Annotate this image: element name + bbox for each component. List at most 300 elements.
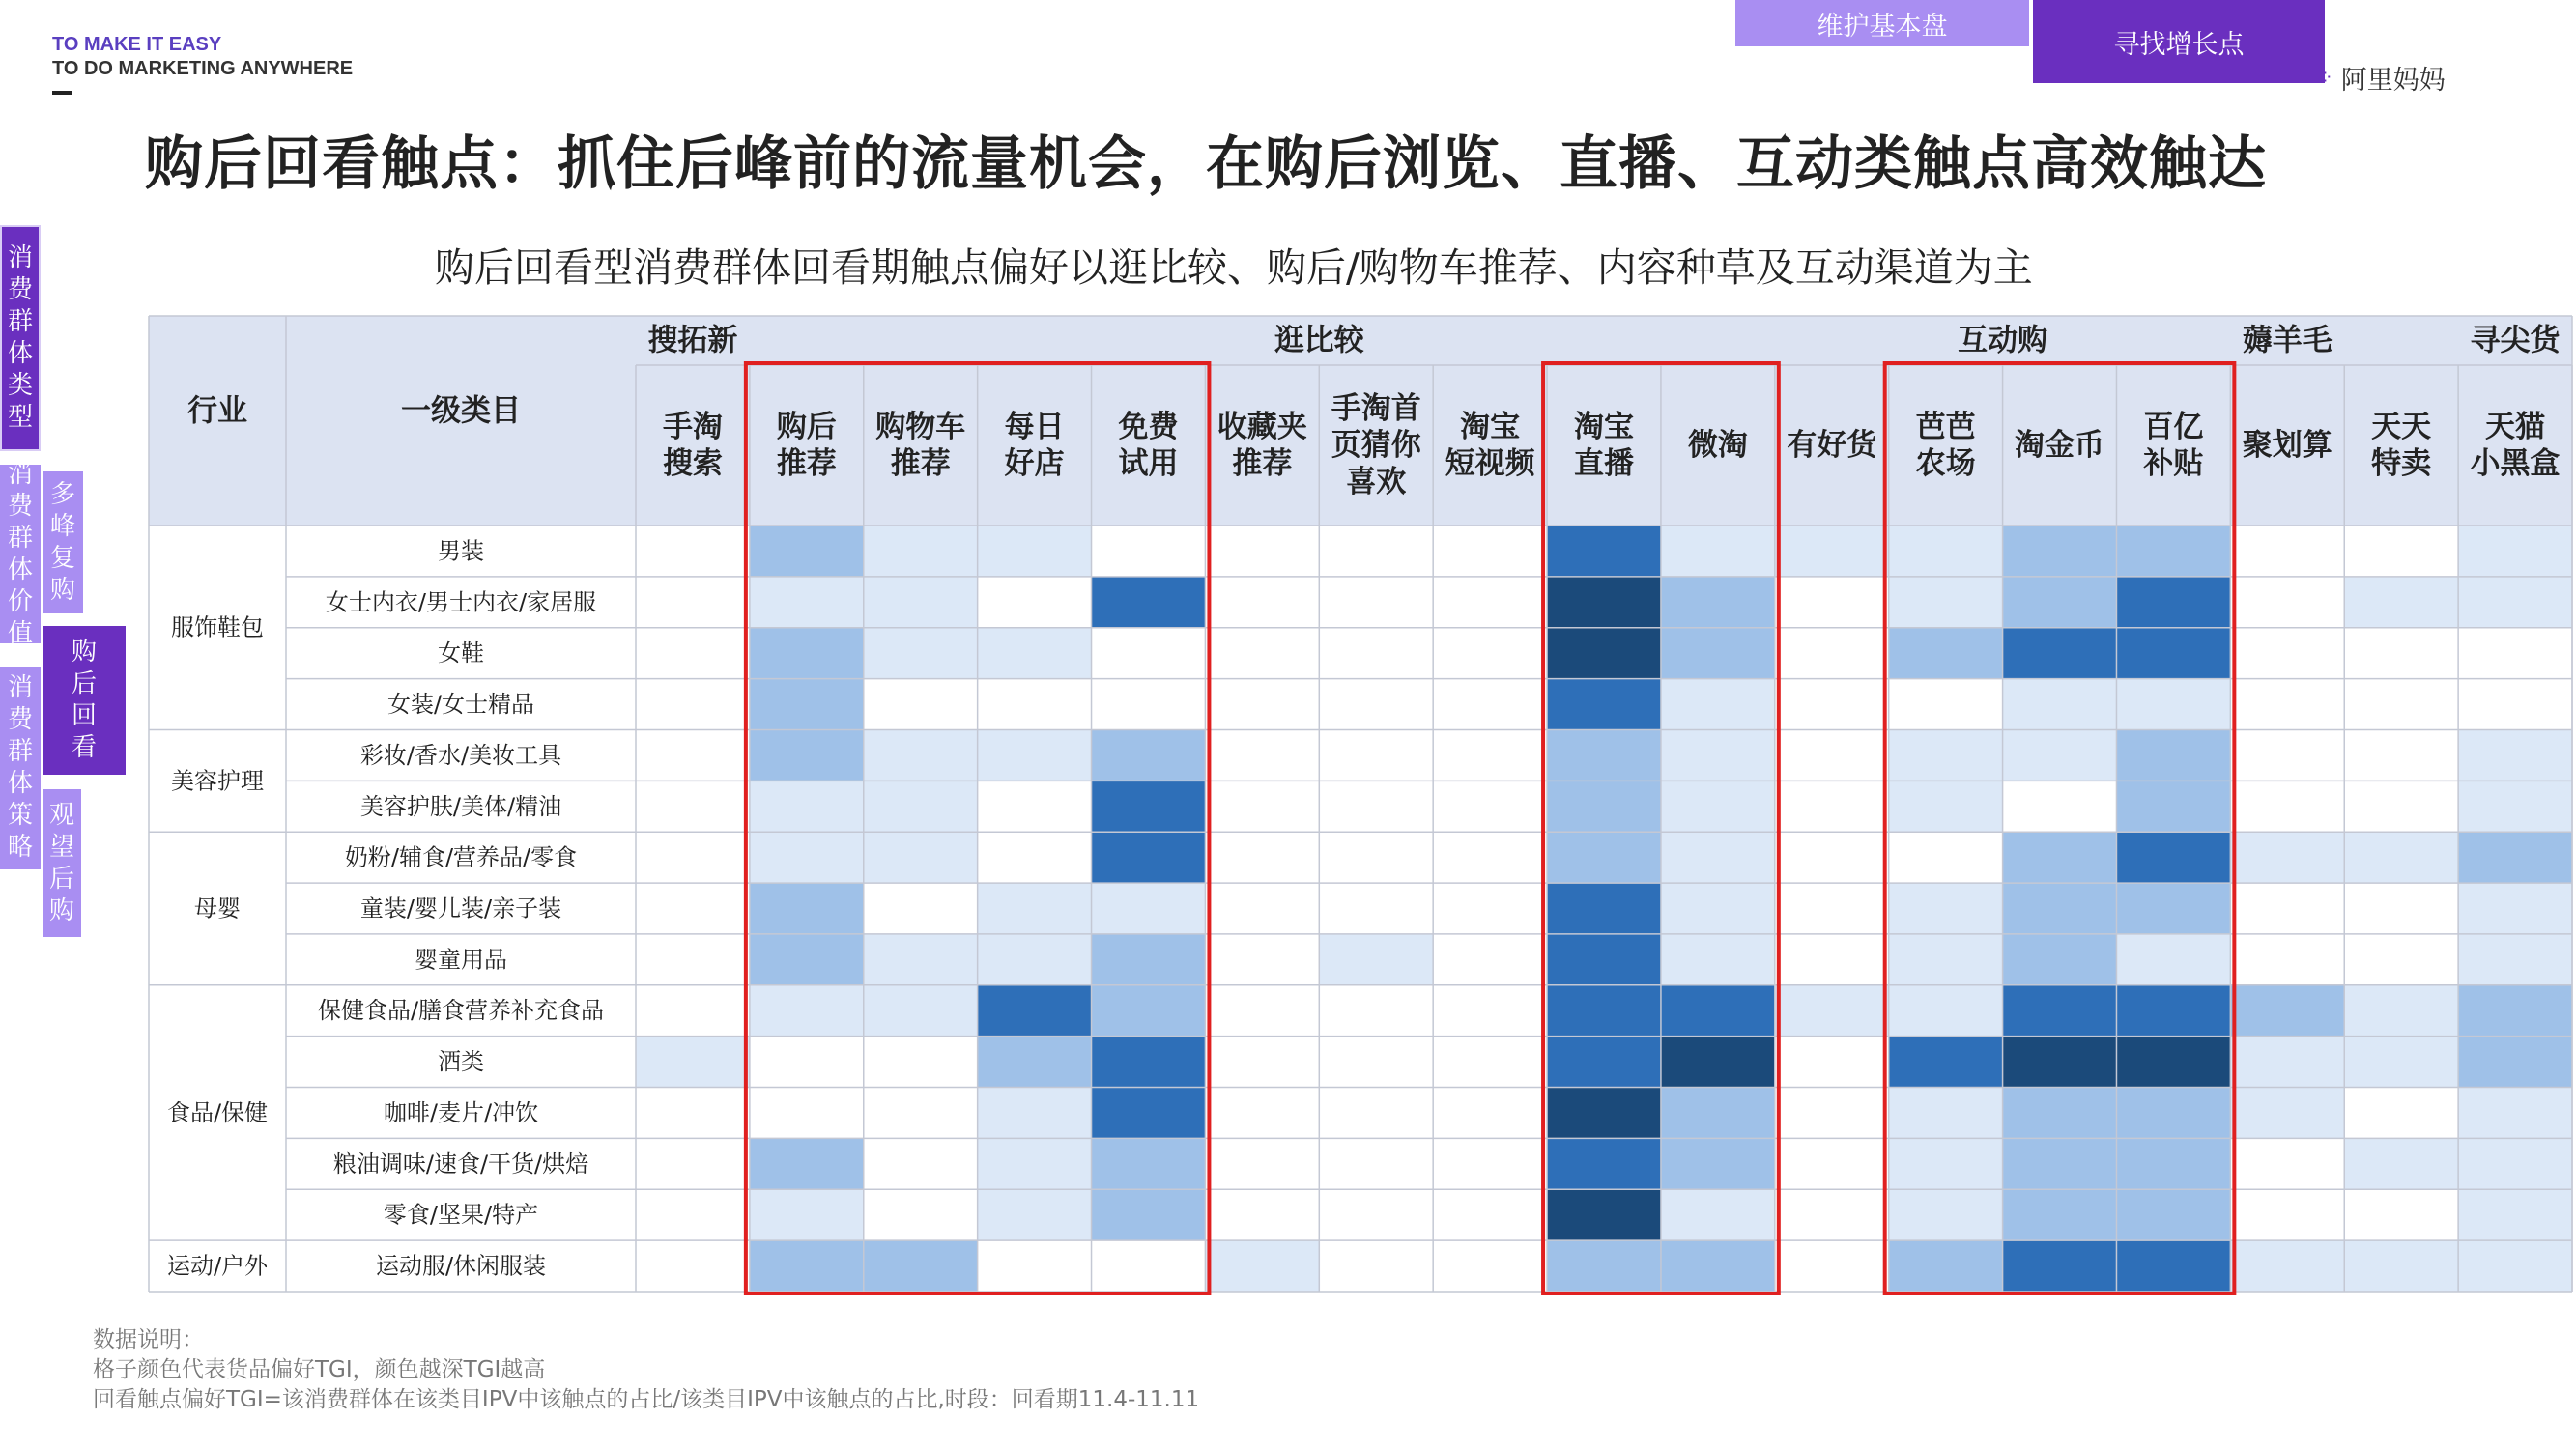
- heatmap-cell: [2230, 832, 2344, 883]
- heatmap-cell: [1889, 1189, 2003, 1240]
- heatmap-cell: [1889, 1240, 2003, 1292]
- heatmap-cell: [1661, 577, 1775, 628]
- heatmap-cell: [2344, 1037, 2458, 1088]
- column-label: 小黑盒: [2470, 446, 2561, 481]
- heatmap-cell: [1889, 628, 2003, 679]
- column-label: 每日: [1004, 410, 1065, 444]
- heatmap-cell: [1547, 526, 1661, 577]
- industry-label: 母婴: [194, 895, 241, 923]
- heatmap-cell: [1319, 729, 1433, 781]
- heatmap-cell: [2116, 1138, 2230, 1189]
- heatmap-cell: [750, 1189, 864, 1240]
- heatmap-cell: [2230, 1037, 2344, 1088]
- tab-maintain-base[interactable]: 维护基本盘: [1735, 0, 2029, 46]
- heatmap-cell: [1661, 679, 1775, 730]
- heatmap-cell: [1205, 1138, 1319, 1189]
- heatmap-cell: [2458, 1138, 2572, 1189]
- notes-heading: 数据说明：: [93, 1327, 204, 1352]
- column-label: 推荐: [776, 446, 837, 481]
- category-label: 童装/婴儿装/亲子装: [359, 895, 562, 923]
- heatmap-cell: [1889, 832, 2003, 883]
- heatmap-cell: [1775, 1189, 1889, 1240]
- heatmap-cell: [1889, 1138, 2003, 1189]
- heatmap-cell: [1205, 526, 1319, 577]
- heatmap-cell: [2458, 985, 2572, 1037]
- heatmap-cell: [2003, 883, 2117, 934]
- heatmap-cell: [978, 883, 1092, 934]
- heatmap-cell: [1547, 679, 1661, 730]
- heatmap-cell: [2116, 1240, 2230, 1292]
- heatmap-cell: [864, 729, 978, 781]
- heatmap-cell: [2344, 1138, 2458, 1189]
- column-label: 免费: [1118, 410, 1179, 444]
- heatmap-cell: [636, 679, 750, 730]
- heatmap-cell: [2344, 729, 2458, 781]
- heatmap-cell: [1889, 781, 2003, 832]
- heatmap-cell: [2003, 1240, 2117, 1292]
- category-label: 女士内衣/男士内衣/家居服: [325, 588, 597, 616]
- logo-text: 阿里妈妈: [2340, 65, 2446, 96]
- heatmap-cell: [1889, 679, 2003, 730]
- heatmap-cell: [1092, 934, 1206, 985]
- heatmap-cell: [1775, 934, 1889, 985]
- heatmap-cell: [1661, 1240, 1775, 1292]
- column-label: 手淘: [662, 410, 723, 444]
- tab-find-growth[interactable]: 寻找增长点: [2033, 0, 2325, 83]
- heatmap-cell: [2458, 832, 2572, 883]
- heatmap-cell: [1205, 729, 1319, 781]
- heatmap-cell: [1319, 1088, 1433, 1139]
- category-label: 运动服/休闲服装: [375, 1252, 547, 1280]
- heatmap-cell: [1092, 679, 1206, 730]
- column-group-label: 搜拓新: [647, 323, 738, 358]
- column-label: 淘金币: [2015, 428, 2105, 463]
- heatmap-cell: [636, 1037, 750, 1088]
- heatmap-cell: [2116, 628, 2230, 679]
- heatmap-cell: [1889, 934, 2003, 985]
- category-label: 男装: [438, 537, 484, 565]
- heatmap-cell: [1319, 526, 1433, 577]
- heatmap-cell: [1547, 729, 1661, 781]
- heatmap-cell: [1547, 628, 1661, 679]
- header-industry: 行业: [187, 393, 247, 429]
- heatmap-cell: [1319, 1189, 1433, 1240]
- heatmap-cell: [750, 628, 864, 679]
- heatmap-cell: [1205, 1189, 1319, 1240]
- heatmap-cell: [1661, 832, 1775, 883]
- heatmap-cell: [1661, 1189, 1775, 1240]
- industry-label: 运动/户外: [166, 1252, 269, 1280]
- column-label: 天猫: [2485, 410, 2546, 444]
- side-tab-label: 消费群体策略: [7, 673, 33, 862]
- heatmap-cell: [978, 628, 1092, 679]
- heatmap-cell: [978, 1088, 1092, 1139]
- heatmap-cell: [2003, 781, 2117, 832]
- side-tab-label: 购后回看: [71, 638, 97, 762]
- heatmap-cell: [750, 679, 864, 730]
- heatmap-cell: [750, 781, 864, 832]
- heatmap-cell: [978, 1138, 1092, 1189]
- notes-line-1: 格子颜色代表货品偏好TGI，颜色越深TGI越高: [93, 1357, 546, 1382]
- heatmap-cell: [1547, 577, 1661, 628]
- heatmap-cell: [1092, 1037, 1206, 1088]
- heatmap-cell: [636, 1138, 750, 1189]
- heatmap-cell: [2230, 1189, 2344, 1240]
- heatmap-cell: [1661, 1138, 1775, 1189]
- heatmap-cell: [1889, 985, 2003, 1037]
- heatmap-cell: [1205, 985, 1319, 1037]
- heatmap-cell: [978, 781, 1092, 832]
- heatmap-cell: [2458, 1240, 2572, 1292]
- column-label: 手淘首: [1331, 391, 1421, 426]
- heatmap-cell: [1092, 1138, 1206, 1189]
- heatmap-cell: [636, 934, 750, 985]
- heatmap-cell: [1547, 832, 1661, 883]
- heatmap-cell: [1205, 883, 1319, 934]
- heatmap-cell: [2344, 1189, 2458, 1240]
- heatmap-cell: [1319, 1138, 1433, 1189]
- heatmap-cell: [1775, 628, 1889, 679]
- heatmap-cell: [2230, 934, 2344, 985]
- heatmap-cell: [1433, 526, 1547, 577]
- column-label: 页猜你: [1331, 428, 1421, 463]
- column-label: 天天: [2371, 410, 2432, 444]
- column-label: 有好货: [1787, 428, 1877, 463]
- heatmap-cell: [2230, 781, 2344, 832]
- heatmap-cell: [2230, 1240, 2344, 1292]
- heatmap-cell: [2230, 883, 2344, 934]
- column-label: 喜欢: [1346, 465, 1407, 499]
- heatmap-cell: [1661, 934, 1775, 985]
- heatmap-cell: [2458, 1189, 2572, 1240]
- heatmap-cell: [2344, 883, 2458, 934]
- heatmap-cell: [864, 526, 978, 577]
- heatmap-cell: [2230, 628, 2344, 679]
- column-label: 搜索: [662, 446, 723, 481]
- heatmap-cell: [864, 985, 978, 1037]
- heatmap-cell: [864, 628, 978, 679]
- column-label: 推荐: [890, 446, 951, 481]
- brand-line-1: TO MAKE IT EASY: [52, 34, 222, 55]
- heatmap-cell: [2116, 1037, 2230, 1088]
- heatmap-cell: [636, 628, 750, 679]
- column-label: 试用: [1118, 446, 1179, 481]
- heatmap-cell: [1319, 577, 1433, 628]
- chart-subtitle: 购后回看型消费群体回看期触点偏好以逛比较、购后/购物车推荐、内容种草及互动渠道为主: [435, 244, 2033, 291]
- column-label: 特卖: [2371, 446, 2432, 481]
- heatmap-cell: [1092, 883, 1206, 934]
- heatmap-cell: [2003, 1138, 2117, 1189]
- heatmap-cell: [1547, 934, 1661, 985]
- heatmap-cell: [1433, 832, 1547, 883]
- heatmap-cell: [864, 832, 978, 883]
- side-tab-label: 观望后购: [48, 800, 74, 925]
- heatmap-cell: [1547, 1037, 1661, 1088]
- heatmap-cell: [978, 1240, 1092, 1292]
- heatmap-cell: [1092, 1240, 1206, 1292]
- heatmap-cell: [750, 985, 864, 1037]
- heatmap-cell: [2458, 883, 2572, 934]
- heatmap-cell: [1092, 832, 1206, 883]
- heatmap-cell: [1547, 1138, 1661, 1189]
- heatmap-cell: [1775, 781, 1889, 832]
- heatmap-cell: [2344, 577, 2458, 628]
- heatmap-cell: [2116, 526, 2230, 577]
- brand-line-2: TO DO MARKETING ANYWHERE: [52, 58, 354, 79]
- heatmap-cell: [1433, 628, 1547, 679]
- heatmap-cell: [2116, 1088, 2230, 1139]
- heatmap-cell: [1433, 1138, 1547, 1189]
- heatmap-cell: [1319, 832, 1433, 883]
- column-group-label: 寻尖货: [2470, 323, 2561, 358]
- category-label: 婴童用品: [415, 946, 507, 974]
- heatmap-cell: [1775, 577, 1889, 628]
- column-label: 好店: [1004, 446, 1065, 481]
- category-label: 粮油调味/速食/干货/烘焙: [332, 1150, 589, 1178]
- heatmap-cell: [1889, 1037, 2003, 1088]
- heatmap-cell: [1661, 628, 1775, 679]
- heatmap-cell: [750, 1088, 864, 1139]
- heatmap-cell: [636, 1088, 750, 1139]
- heatmap-cell: [1661, 526, 1775, 577]
- column-label: 补贴: [2143, 446, 2204, 481]
- side-tab-label: 消费群体类型: [7, 243, 33, 432]
- column-label: 农场: [1915, 446, 1976, 481]
- heatmap-cell: [1205, 679, 1319, 730]
- alimama-logo-icon: ⁘: [2317, 66, 2333, 89]
- heatmap-cell: [1889, 883, 2003, 934]
- heatmap-cell: [2230, 577, 2344, 628]
- column-label: 购后: [776, 410, 837, 444]
- column-label: 短视频: [1445, 446, 1535, 481]
- category-label: 奶粉/辅食/营养品/零食: [344, 843, 578, 871]
- heatmap-cell: [1433, 1189, 1547, 1240]
- heatmap-cell: [978, 1189, 1092, 1240]
- heatmap-cell: [2003, 628, 2117, 679]
- heatmap-cell: [1775, 679, 1889, 730]
- heatmap-cell: [2116, 1189, 2230, 1240]
- heatmap-cell: [2003, 934, 2117, 985]
- heatmap-cell: [2344, 679, 2458, 730]
- heatmap-cell: [2458, 526, 2572, 577]
- heatmap-cell: [750, 1138, 864, 1189]
- category-label: 咖啡/麦片/冲饮: [383, 1098, 539, 1126]
- heatmap-cell: [2116, 832, 2230, 883]
- category-label: 保健食品/膳食营养补充食品: [317, 997, 605, 1025]
- heatmap-cell: [864, 1088, 978, 1139]
- heatmap-cell: [1319, 781, 1433, 832]
- heatmap-cell: [1547, 781, 1661, 832]
- heatmap-cell: [1433, 679, 1547, 730]
- heatmap-cell: [1205, 628, 1319, 679]
- heatmap-cell: [2003, 1189, 2117, 1240]
- heatmap-cell: [1547, 1088, 1661, 1139]
- heatmap-cell: [2230, 729, 2344, 781]
- heatmap-cell: [2344, 934, 2458, 985]
- side-tab-label: 消费群体价值: [7, 459, 33, 648]
- heatmap-cell: [978, 679, 1092, 730]
- category-label: 酒类: [438, 1048, 484, 1076]
- heatmap-cell: [1775, 883, 1889, 934]
- heatmap-cell: [1889, 729, 2003, 781]
- heatmap-cell: [978, 577, 1092, 628]
- heatmap-cell: [2230, 985, 2344, 1037]
- heatmap-cell: [1433, 781, 1547, 832]
- heatmap-cell: [1433, 1088, 1547, 1139]
- heatmap-cell: [1205, 934, 1319, 985]
- heatmap-cell: [2003, 679, 2117, 730]
- heatmap-cell: [1092, 1189, 1206, 1240]
- heatmap-cell: [1433, 1240, 1547, 1292]
- column-label: 淘宝: [1460, 410, 1521, 444]
- category-label: 彩妆/香水/美妆工具: [359, 741, 562, 769]
- heatmap-cell: [1661, 729, 1775, 781]
- heatmap-cell: [1547, 985, 1661, 1037]
- column-label: 推荐: [1232, 446, 1293, 481]
- heatmap-cell: [2230, 1138, 2344, 1189]
- heatmap-cell: [1433, 1037, 1547, 1088]
- heatmap-cell: [2230, 1088, 2344, 1139]
- heatmap-cell: [1205, 781, 1319, 832]
- heatmap-cell: [1775, 1088, 1889, 1139]
- heatmap-cell: [864, 1189, 978, 1240]
- heatmap-cell: [1205, 1037, 1319, 1088]
- heatmap-cell: [2116, 883, 2230, 934]
- column-group-label: 互动购: [1958, 323, 2048, 358]
- heatmap-cell: [978, 934, 1092, 985]
- heatmap-cell: [864, 781, 978, 832]
- heatmap-cell: [2344, 526, 2458, 577]
- heatmap-cell: [864, 679, 978, 730]
- heatmap-cell: [2003, 729, 2117, 781]
- heatmap-cell: [750, 832, 864, 883]
- heatmap-cell: [2458, 1088, 2572, 1139]
- heatmap-cell: [1205, 1088, 1319, 1139]
- heatmap-cell: [1775, 1240, 1889, 1292]
- heatmap-cell: [750, 934, 864, 985]
- heatmap-cell: [978, 526, 1092, 577]
- column-label: 购物车: [875, 410, 966, 444]
- heatmap-cell: [864, 1037, 978, 1088]
- heatmap-cell: [864, 1138, 978, 1189]
- heatmap-cell: [1433, 729, 1547, 781]
- heatmap-cell: [1092, 628, 1206, 679]
- heatmap-cell: [2458, 577, 2572, 628]
- industry-label: 服饰鞋包: [171, 613, 264, 641]
- heatmap-cell: [864, 934, 978, 985]
- heatmap-cell: [636, 1189, 750, 1240]
- heatmap-cell: [2003, 577, 2117, 628]
- heatmap-cell: [1775, 729, 1889, 781]
- heatmap-cell: [864, 883, 978, 934]
- heatmap-cell: [1433, 577, 1547, 628]
- heatmap-cell: [2116, 679, 2230, 730]
- heatmap-cell: [1092, 1088, 1206, 1139]
- heatmap-cell: [636, 1240, 750, 1292]
- heatmap-cell: [1775, 985, 1889, 1037]
- category-label: 女鞋: [438, 639, 484, 668]
- column-group-label: 薅羊毛: [2242, 323, 2333, 358]
- data-notes: [93, 1325, 1199, 1415]
- heatmap-cell: [978, 985, 1092, 1037]
- heatmap-cell: [1205, 577, 1319, 628]
- heatmap-cell: [1092, 729, 1206, 781]
- heatmap-cell: [2230, 526, 2344, 577]
- heatmap-cell: [1775, 1138, 1889, 1189]
- column-label: 直播: [1574, 446, 1634, 481]
- heatmap-cell: [2344, 985, 2458, 1037]
- heatmap-cell: [1092, 526, 1206, 577]
- heatmap-cell: [978, 832, 1092, 883]
- column-label: 微淘: [1687, 428, 1748, 463]
- heatmap-cell: [864, 577, 978, 628]
- heatmap-cell: [750, 1240, 864, 1292]
- heatmap-cell: [1775, 832, 1889, 883]
- heatmap-cell: [636, 832, 750, 883]
- column-label: 淘宝: [1574, 410, 1634, 444]
- heatmap-cell: [1319, 679, 1433, 730]
- heatmap-cell: [2344, 781, 2458, 832]
- heatmap-cell: [2116, 985, 2230, 1037]
- side-tab-label: 多峰复购: [49, 479, 75, 605]
- heatmap-cell: [750, 1037, 864, 1088]
- heatmap-cell: [1661, 781, 1775, 832]
- heatmap-cell: [636, 781, 750, 832]
- heatmap-cell: [2458, 679, 2572, 730]
- heatmap-cell: [750, 729, 864, 781]
- heatmap-cell: [1775, 526, 1889, 577]
- heatmap-cell: [2003, 832, 2117, 883]
- heatmap-cell: [2344, 832, 2458, 883]
- heatmap-cell: [1547, 1189, 1661, 1240]
- heatmap-cell: [2116, 577, 2230, 628]
- heatmap-cell: [2116, 781, 2230, 832]
- heatmap-cell: [1319, 1037, 1433, 1088]
- heatmap-cell: [2458, 729, 2572, 781]
- heatmap-cell: [1092, 577, 1206, 628]
- header-category: 一级类目: [401, 393, 521, 429]
- heatmap-cell: [2116, 729, 2230, 781]
- category-label: 女装/女士精品: [386, 691, 535, 719]
- heatmap-cell: [2003, 985, 2117, 1037]
- heatmap-cell: [636, 985, 750, 1037]
- heatmap-cell: [2003, 1037, 2117, 1088]
- heatmap-cell: [2458, 934, 2572, 985]
- column-group-label: 逛比较: [1274, 323, 1364, 358]
- heatmap-cell: [978, 729, 1092, 781]
- column-label: 收藏夹: [1216, 410, 1307, 444]
- heatmap-cell: [1661, 1088, 1775, 1139]
- heatmap-cell: [864, 1240, 978, 1292]
- heatmap-cell: [1661, 985, 1775, 1037]
- heatmap-cell: [1889, 1088, 2003, 1139]
- heatmap-cell: [1319, 934, 1433, 985]
- heatmap-cell: [2230, 679, 2344, 730]
- heatmap-cell: [2344, 628, 2458, 679]
- category-label: 美容护肤/美体/精油: [359, 792, 562, 820]
- heatmap-cell: [1092, 985, 1206, 1037]
- heatmap-cell: [2116, 934, 2230, 985]
- industry-label: 食品/保健: [166, 1098, 269, 1126]
- heatmap-cell: [750, 526, 864, 577]
- column-label: 聚划算: [2242, 428, 2333, 463]
- heatmap-cell: [1889, 526, 2003, 577]
- heatmap-cell: [1319, 1240, 1433, 1292]
- heatmap-cell: [1205, 1240, 1319, 1292]
- heatmap-cell: [1319, 883, 1433, 934]
- heatmap-cell: [1319, 985, 1433, 1037]
- heatmap-cell: [2458, 628, 2572, 679]
